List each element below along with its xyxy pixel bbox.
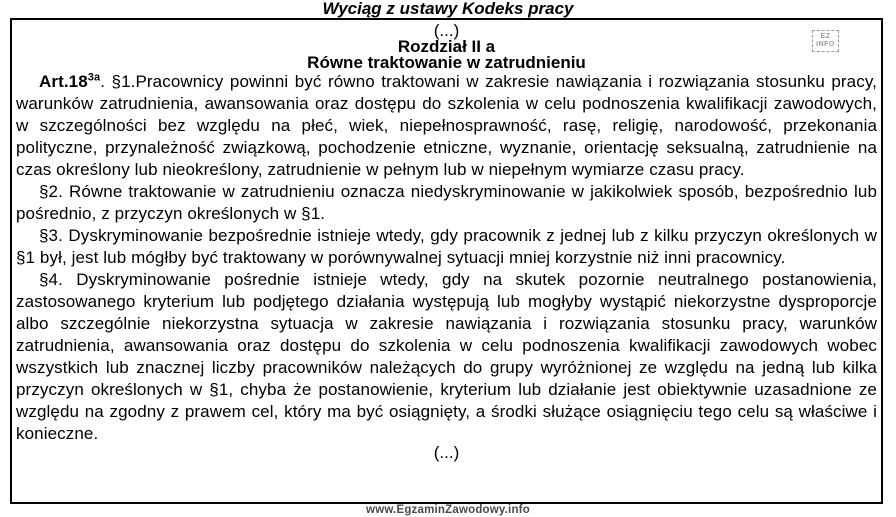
watermark-line-1: EZ (820, 33, 831, 40)
watermark-line-2: INFO (816, 41, 835, 48)
article-superscript: 3a (87, 71, 101, 84)
article-label: Art.18 (39, 72, 88, 91)
article-paragraph-1 (16, 71, 877, 181)
article-paragraph-3: §3. Dyskryminowanie bezpośrednie istnieje wtedy, gdy pracownik z jednej lub z kilku przyczyn określonych w §1 był, jest lub mógłby być traktowany w porównywalnej sytuacji mniej korzystnie niż inni pracownicy. (16, 226, 877, 267)
excerpt-box (10, 18, 883, 504)
ez-info-watermark-icon (812, 30, 839, 52)
ellipsis-bottom: (...) (433, 443, 460, 462)
article-text: . §1.Pracownicy powinni być równo traktowani w zakresie nawiązania i rozwiązania stosunku pracy, warunków zatrudnienia, awansowania oraz dostępu do szkolenia w celu podnoszenia kwalifikacji zawodowych, w szczególności bez względu na płeć, wiek, niepełnosprawność, rasę, religię, narodowość, przekonania polityczne, przynależność związkową, pochodzenie etniczne, wyznanie, orientację seksualną, zatrudnienie na czas określony lub nieokreślony, zatrudnienie w pełnym lub w niepełnym wymiarze czasu pracy. (16, 72, 877, 179)
chapter-heading: Rozdział II a (397, 37, 496, 56)
footer-url: www.EgzaminZawodowy.info (366, 504, 530, 516)
article-paragraph-4: §4. Dyskryminowanie pośrednie istnieje wtedy, gdy na skutek pozornie neutralnego postanowienia, zastosowanego kryterium lub podjętego działania występują lub mogłyby wystąpić niekorzystne dysproporcje albo szczególnie niekorzystna sytuacja w zakresie nawiązania i rozwiązania stosunku pracy, warunków zatrudnienia, awansowania oraz dostępu do szkolenia w celu podnoszenia kwalifikacji zawodowych wobec wszystkich lub znacznej liczby pracowników należących do grupy wyróżnionej ze względu na jedną lub kilka przyczyn określonych w §1, chyba że postanowienie, kryterium lub działanie jest obiektywnie uzasadnione ze względu na zgodny z prawem cel, który ma być osiągnięty, a środki służące osiągnięciu tego celu są właściwe i konieczne. (16, 270, 877, 443)
ellipsis-top: (...) (433, 21, 460, 40)
article-paragraph-2: §2. Równe traktowanie w zatrudnieniu oznacza niedyskryminowanie w jakikolwiek sposób, bezpośrednio lub pośrednio, z przyczyn określonych w §1. (16, 182, 877, 223)
chapter-subtitle: Równe traktowanie w zatrudnieniu (307, 53, 586, 72)
document-title-text: Wyciąg z ustawy Kodeks pracy (284, 0, 611, 20)
document-title (0, 0, 896, 20)
